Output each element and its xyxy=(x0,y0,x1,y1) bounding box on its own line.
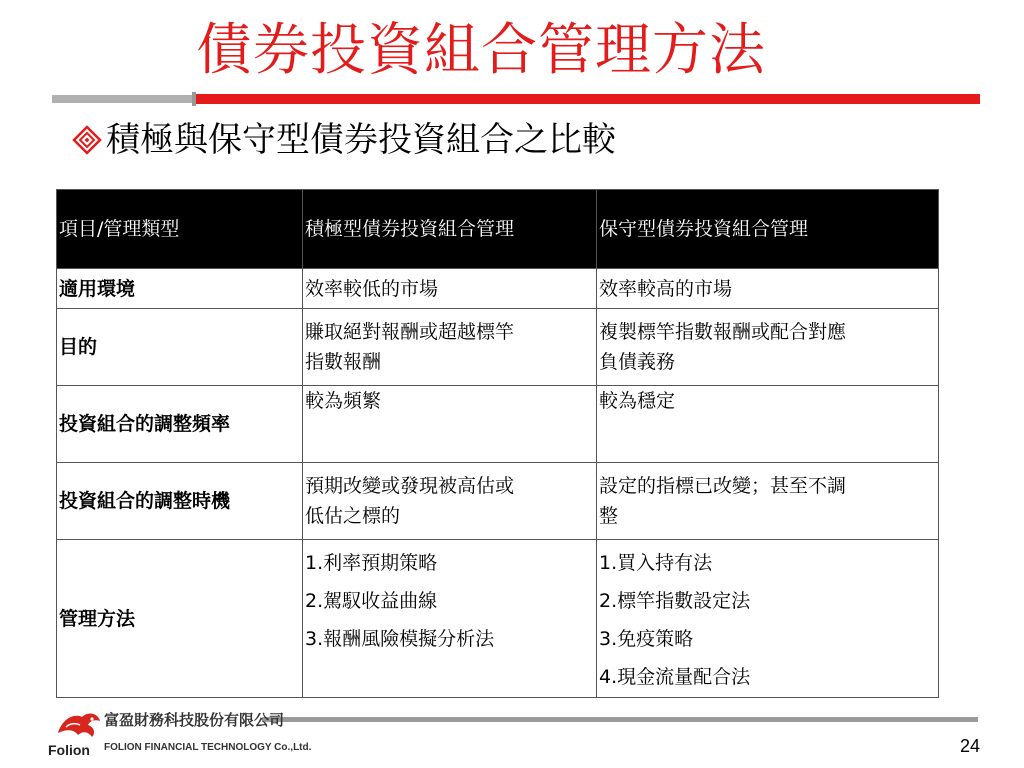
passive-cell xyxy=(597,540,939,698)
table-row xyxy=(57,463,939,540)
slide-title: 債券投資組合管理方法 xyxy=(196,18,766,83)
passive-cell xyxy=(597,386,939,463)
active-cell xyxy=(303,463,597,540)
active-cell xyxy=(303,386,597,463)
cell-line: 2.標竿指數設定法 xyxy=(599,590,751,612)
cell-line: 低估之標的 xyxy=(305,505,401,527)
cell-line: 預期改變或發現被高估或 xyxy=(305,475,515,497)
cell-line: 整 xyxy=(599,505,619,527)
table-row xyxy=(57,309,939,386)
active-cell xyxy=(303,309,597,386)
cell-line: 1.利率預期策略 xyxy=(305,552,438,574)
row-label: 管理方法 xyxy=(57,540,303,698)
header-passive: 保守型債券投資組合管理 xyxy=(597,190,939,269)
company-logo xyxy=(48,705,312,760)
cell-line: 較為穩定 xyxy=(599,390,676,412)
diamond-bullet-icon xyxy=(72,125,102,155)
passive-cell xyxy=(597,269,939,309)
company-name-cn: 富盈財務科技股份有限公司 xyxy=(104,711,285,729)
cell-line: 3.免疫策略 xyxy=(599,628,694,650)
logo-wordmark: Folion xyxy=(48,742,90,758)
cell-line: 效率較高的市場 xyxy=(599,277,733,300)
active-cell xyxy=(303,540,597,698)
header-category: 項目/管理類型 xyxy=(57,190,303,269)
subtitle-text: 積極與保守型債券投資組合之比較 xyxy=(106,120,616,160)
company-name-en: FOLION FINANCIAL TECHNOLOGY Co.,Ltd. xyxy=(104,742,312,753)
header-active: 積極型債券投資組合管理 xyxy=(303,190,597,269)
cell-line: 設定的指標已改變；甚至不調 xyxy=(599,475,847,497)
table-header-row xyxy=(57,190,939,269)
passive-cell xyxy=(597,309,939,386)
subtitle xyxy=(72,118,616,162)
cell-line: 較為頻繁 xyxy=(305,390,382,412)
cell-line: 4.現金流量配合法 xyxy=(599,666,751,688)
title-rule-red xyxy=(196,94,980,104)
active-cell xyxy=(303,269,597,309)
cell-line: 1.買入持有法 xyxy=(599,552,713,574)
page-number: 24 xyxy=(960,736,981,756)
table-row xyxy=(57,540,939,698)
dragon-logo-icon xyxy=(52,707,104,741)
footer-rule xyxy=(262,717,978,722)
table-row xyxy=(57,269,939,309)
cell-line: 複製標竿指數報酬或配合對應 xyxy=(599,321,847,343)
cell-line: 賺取絕對報酬或超越標竿 xyxy=(305,321,515,343)
comparison-table xyxy=(56,189,939,698)
cell-line: 指數報酬 xyxy=(305,351,382,373)
row-label: 適用環境 xyxy=(57,269,303,309)
passive-cell xyxy=(597,463,939,540)
table-row xyxy=(57,386,939,463)
cell-line: 效率較低的市場 xyxy=(305,277,439,300)
row-label: 投資組合的調整時機 xyxy=(57,463,303,540)
row-label: 目的 xyxy=(57,309,303,386)
title-rule-gray xyxy=(52,95,192,103)
row-label: 投資組合的調整頻率 xyxy=(57,386,303,463)
cell-line: 3.報酬風險模擬分析法 xyxy=(305,628,495,650)
cell-line: 負債義務 xyxy=(599,351,676,373)
cell-line: 2.駕馭收益曲線 xyxy=(305,590,438,612)
